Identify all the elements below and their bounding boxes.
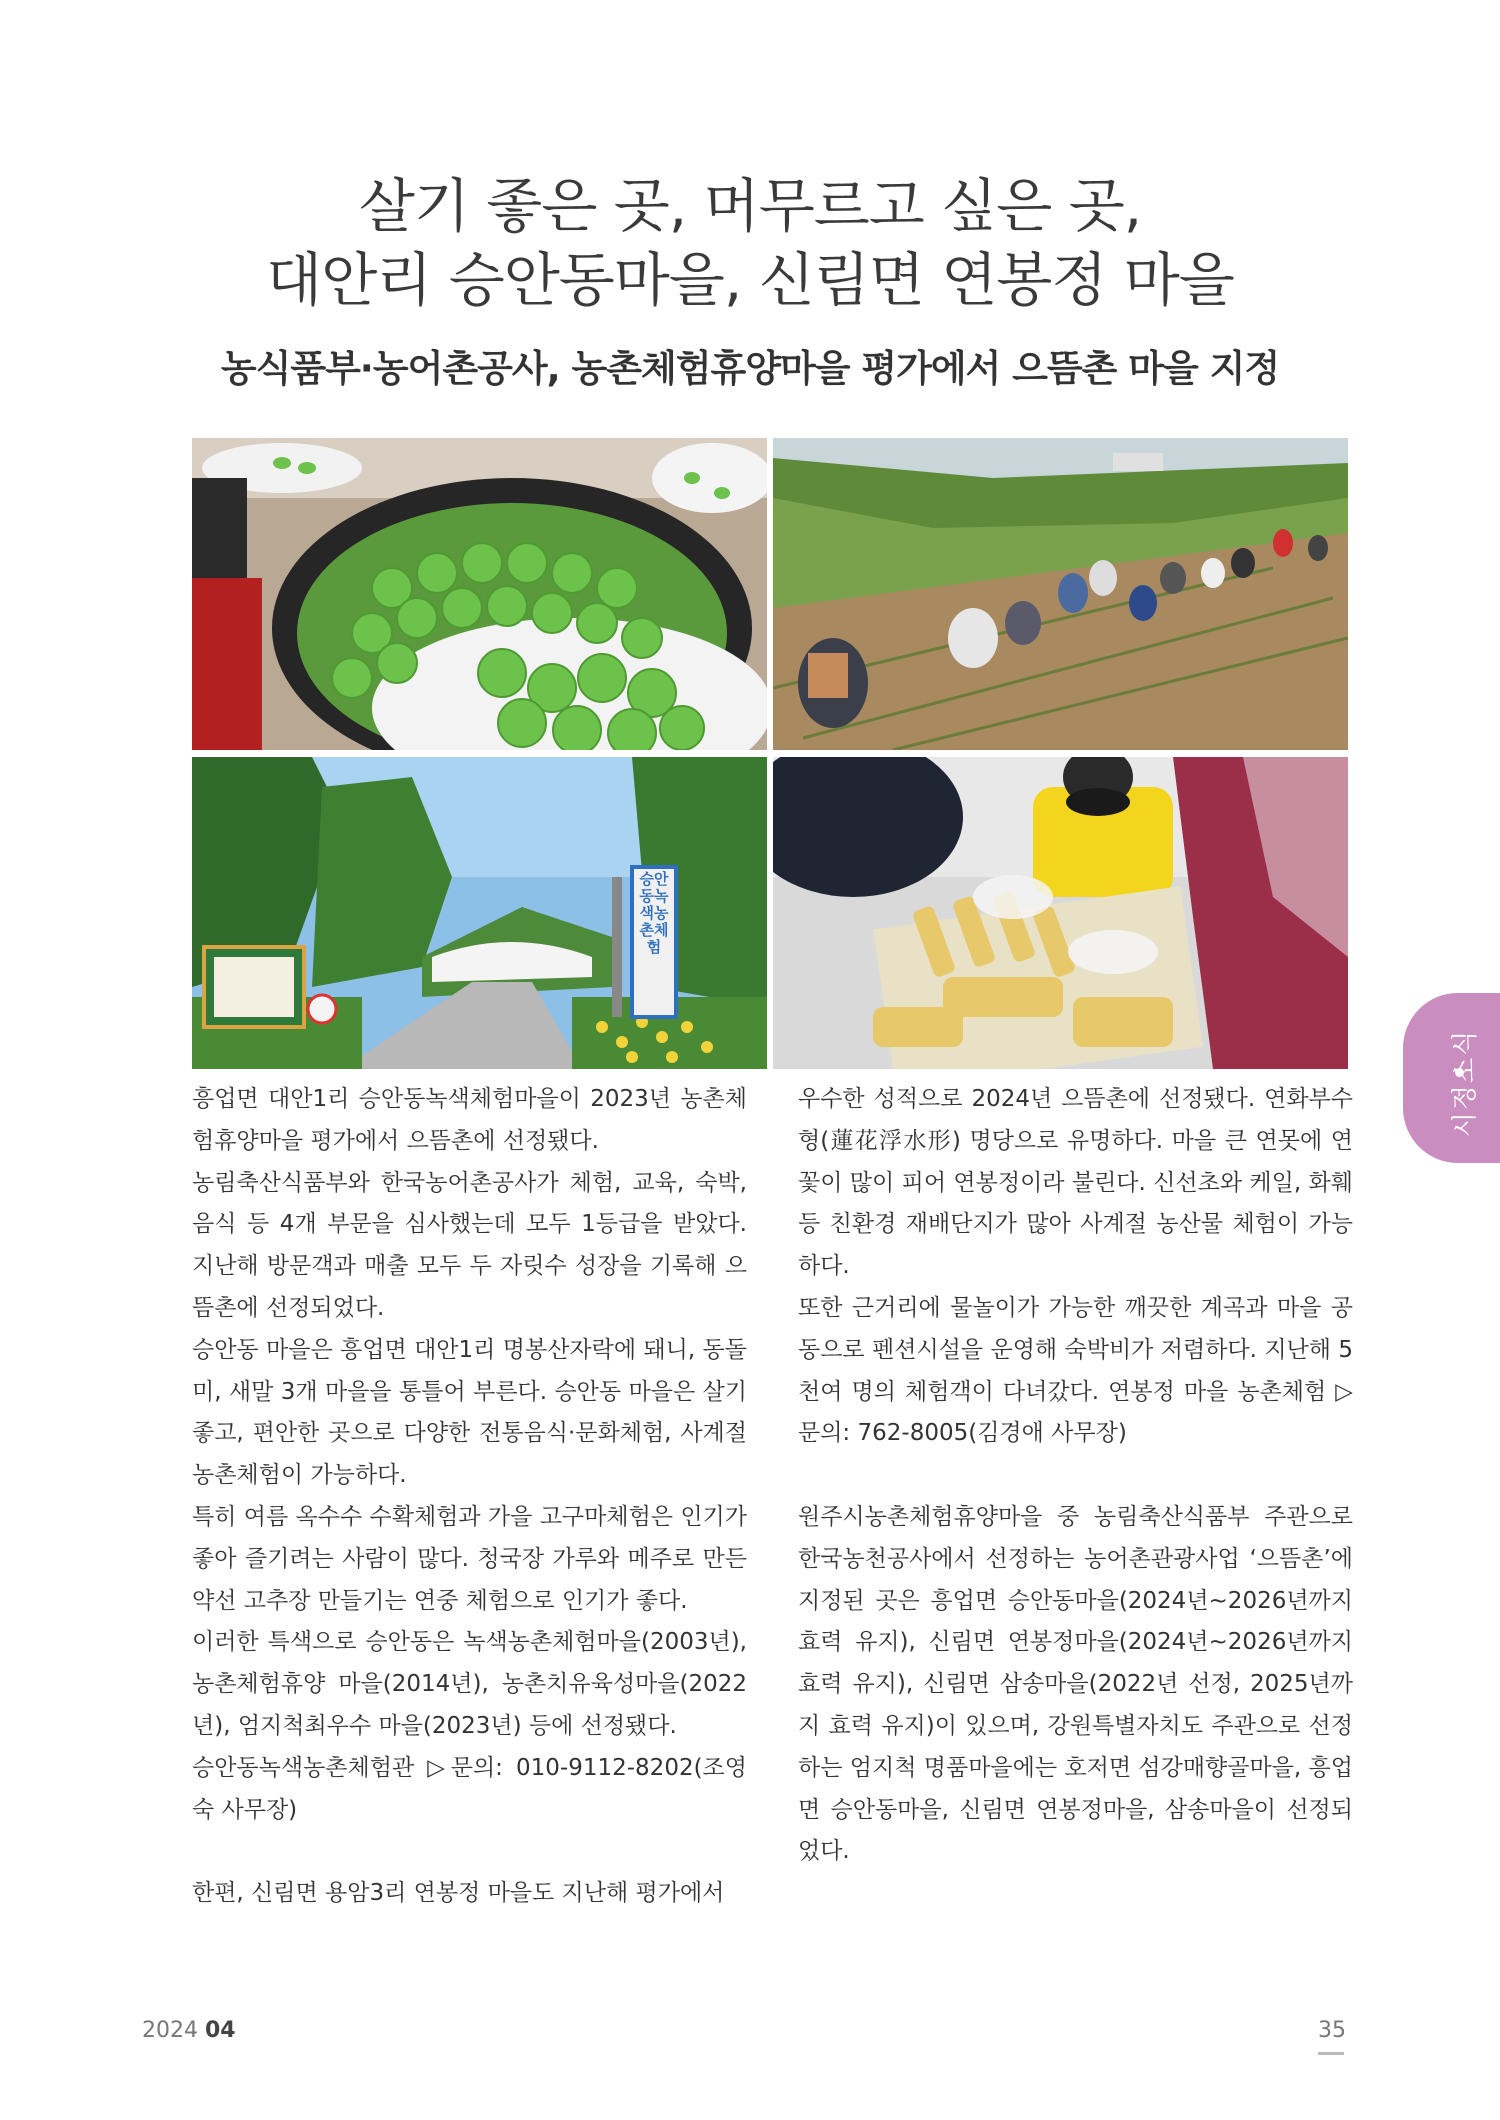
photo-village-entrance [192,757,767,1069]
photo-food-experience [773,757,1348,1069]
paragraph: 승안동 마을은 흥업면 대안1리 명봉산자락에 돼니, 동돌미, 새말 3개 마을을 통틀어 부른다. 승안동 마을은 살기좋고, 편안한 곳으로 다양한 전통음식·문화체험, 사계절 농촌체험이 가능하다. [192,1336,747,1489]
left-text-column [192,1079,747,1915]
paragraph: 우수한 성적으로 2024년 으뜸촌에 선정됐다. 연화부수형(蓮花浮水形) 명당으로 유명하다. 마을 큰 연못에 연꽃이 많이 피어 연봉정이라 불린다. 신선초와 케일, 화훼 등 친환경 재배단지가 많아 사계절 농산물 체험이 가능하다. [798,1086,1353,1280]
paragraph-gap [798,1455,1353,1497]
photo-green-rice-cakes [192,438,767,750]
page-number-underline [1318,2052,1344,2055]
title-line-2: 대안리 승안동마을, 신림면 연봉정 마을 [266,246,1234,314]
paragraph: 또한 근거리에 물놀이가 가능한 깨끗한 계곡과 마을 공동으로 펜션시설을 운영해 숙박비가 저렴하다. 지난해 5천여 명의 체험객이 다녀갔다. 연봉정 마을 농촌체험 ▷문의: 762-8005(김경애 사무장) [798,1294,1353,1447]
issue-year: 2024 [142,2018,198,2043]
village-sign-text: 승안동녹색농촌체험 [639,871,669,956]
page-number: 35 [1318,2018,1346,2043]
right-text-column [798,1079,1353,1873]
title-line-1: 살기 좋은 곳, 머무르고 싶은 곳, [358,172,1142,240]
paragraph: 특히 여름 옥수수 수확체험과 가을 고구마체험은 인기가 좋아 즐기려는 사람이 많다. 청국장 가루와 메주로 만든 약선 고추장 만들기는 연중 체험으로 인기가 좋다. [192,1503,747,1614]
paragraph: 이러한 특색으로 승안동은 녹색농촌체험마을(2003년), 농촌체험휴양 마을(2014년), 농촌치유육성마을(2022년), 엄지척최우수 마을(2023년) 등에 선정됐다. [192,1629,747,1739]
paragraph: 승안동녹색농촌체험관 ▷문의: 010-9112-8202(조영숙 사무장) [192,1754,747,1823]
paragraph: 농림축산식품부와 한국농어촌공사가 체험, 교육, 숙박, 음식 등 4개 부문을 심사했는데 모두 1등급을 받았다. 지난해 방문객과 매출 모두 두 자릿수 성장을 기록해 으뜸촌에 선정되었다. [192,1169,747,1321]
issue-month: 04 [205,2018,236,2043]
issue-date [142,2018,236,2043]
paragraph-gap [192,1831,747,1873]
photo-field-farming [773,438,1348,750]
section-tab-label: 시정소식 [1450,1028,1481,1138]
paragraph: 흥업면 대안1리 승안동녹색체험마을이 2023년 농촌체험휴양마을 평가에서 으뜸촌에 선정됐다. [192,1086,747,1154]
section-tab [1403,993,1500,1163]
paragraph: 한편, 신림면 용암3리 연봉정 마을도 지난해 평가에서 [192,1880,725,1907]
paragraph: 원주시농촌체험휴양마을 중 농림축산식품부 주관으로 한국농천공사에서 선정하는 농어촌관광사업 ‘으뜸촌’에 지정된 곳은 흥업면 승안동마을(2024년~2026년까지 효력 유지), 신림면 연봉정마을(2024년~2026년까지 효력 유지), 신림면 삼송마을(2022년 선정, 2025년까지 효력 유지)이 있으며, 강원특별자치도 주관으로 선정하는 엄지척 명품마을에는 호저면 섬강매향골마을, 흥업면 승안동마을, 신림면 연봉정마을, 삼송마을이 선정되었다. [798,1503,1353,1865]
subtitle: 농식품부·농어촌공사, 농촌체험휴양마을 평가에서 으뜸촌 마을 지정 [220,347,1280,390]
